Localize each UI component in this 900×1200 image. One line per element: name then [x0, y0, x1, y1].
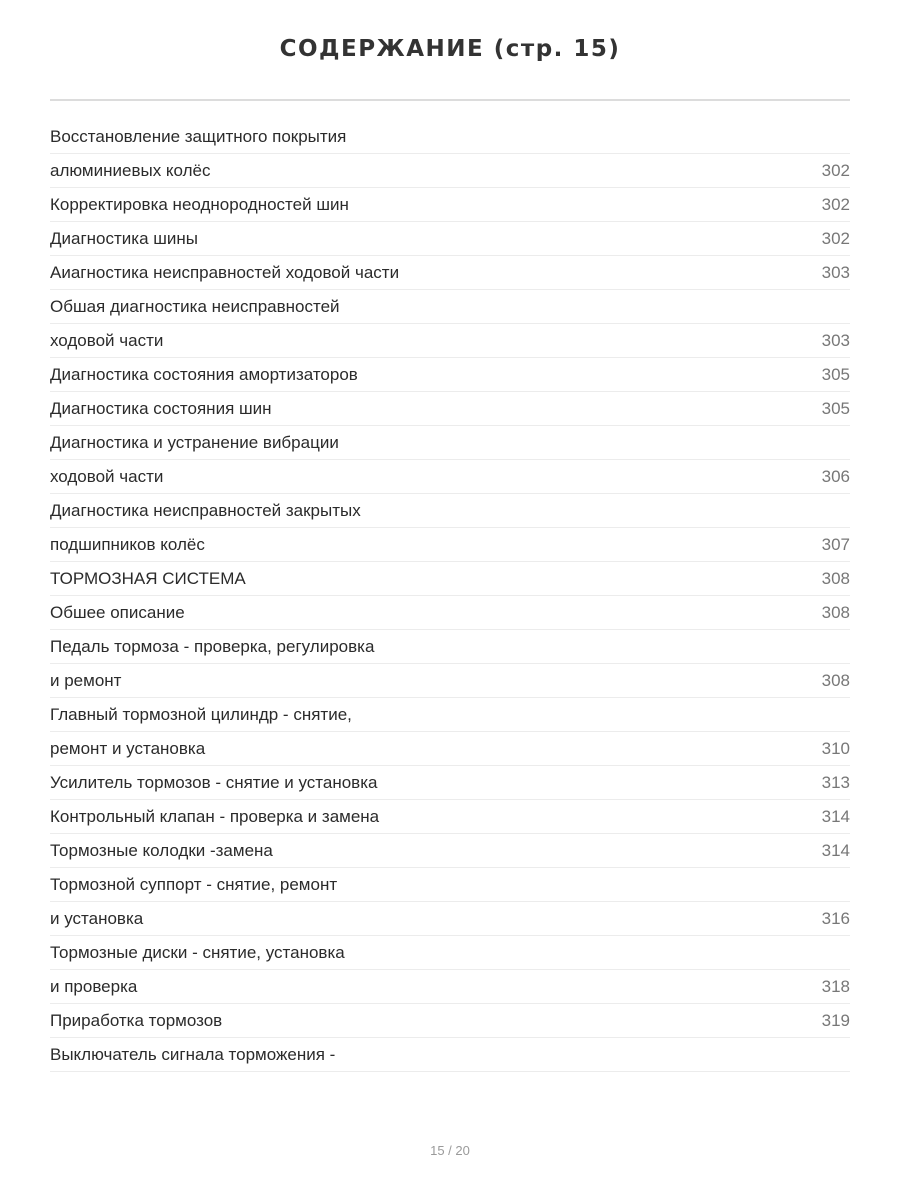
- toc-entry: [50, 1004, 850, 1038]
- toc-entry: [50, 358, 850, 392]
- toc-entry: [50, 392, 850, 426]
- toc-entry: [50, 460, 850, 494]
- toc-entry: [50, 766, 850, 800]
- toc-entry-title: ремонт и установка: [50, 738, 206, 758]
- toc-entry: [50, 494, 850, 528]
- toc-entry-title: Выключатель сигнала торможения -: [50, 1044, 336, 1064]
- toc-entry: [50, 290, 850, 324]
- toc-entry-title: Диагностика состояния шин: [50, 398, 272, 418]
- toc-entry-title: Обшая диагностика неисправностей: [50, 296, 340, 316]
- toc-entry-title: и проверка: [50, 976, 138, 996]
- toc-entry-page: 318: [821, 976, 850, 996]
- toc-entry-page: 302: [821, 194, 850, 214]
- toc-entry-page: 319: [821, 1010, 850, 1030]
- toc-entry: [50, 528, 850, 562]
- page-number: 15 / 20: [430, 1143, 470, 1158]
- toc-entry: [50, 664, 850, 698]
- toc-entry: [50, 902, 850, 936]
- toc-entry: [50, 868, 850, 902]
- toc-entry-title: алюминиевых колёс: [50, 160, 211, 180]
- toc-entry: [50, 630, 850, 664]
- toc-entry-page: 302: [821, 160, 850, 180]
- toc-entry: [50, 562, 850, 596]
- toc-entry: [50, 1038, 850, 1072]
- toc-entry-page: 305: [821, 364, 850, 384]
- toc-entry-title: Восстановление защитного покрытия: [50, 126, 347, 146]
- toc-entry: [50, 936, 850, 970]
- toc-entry-title: Тормозной суппорт - снятие, ремонт: [50, 874, 338, 894]
- toc-entry: [50, 426, 850, 460]
- title-divider: [50, 99, 850, 101]
- toc-entry-title: Приработка тормозов: [50, 1010, 223, 1030]
- toc-entry: [50, 834, 850, 868]
- toc-entry-page: 316: [821, 908, 850, 928]
- toc-entry-title: Педаль тормоза - проверка, регулировка: [50, 636, 375, 656]
- toc-entry-title: Усилитель тормозов - снятие и установка: [50, 772, 378, 792]
- toc-entry-title: и ремонт: [50, 670, 122, 690]
- toc-entry: [50, 188, 850, 222]
- toc-entry-title: и установка: [50, 908, 144, 928]
- toc-entry-page: 308: [821, 602, 850, 622]
- toc-entry-page: 308: [821, 568, 850, 588]
- toc-entry-title: Корректировка неоднородностей шин: [50, 194, 349, 214]
- toc-entry-title: Тормозные колодки -замена: [50, 840, 273, 860]
- toc-entry-title: Аиагностика неисправностей ходовой части: [50, 262, 400, 282]
- toc-entry-page: 302: [821, 228, 850, 248]
- toc-entry: [50, 120, 850, 154]
- toc-entry: [50, 970, 850, 1004]
- toc-entry: [50, 732, 850, 766]
- toc-entry-title: Тормозные диски - снятие, установка: [50, 942, 345, 962]
- toc-entry-page: 314: [821, 840, 850, 860]
- toc-entry: [50, 800, 850, 834]
- toc-entry-page: 303: [821, 330, 850, 350]
- toc-entry-title: Обшее описание: [50, 602, 185, 622]
- toc-entry: [50, 222, 850, 256]
- toc-entry: [50, 154, 850, 188]
- toc-entry-title: ходовой части: [50, 330, 164, 350]
- toc-entry-page: 313: [821, 772, 850, 792]
- toc-entry-title: Диагностика шины: [50, 228, 199, 248]
- toc-entry-page: 305: [821, 398, 850, 418]
- toc-entry-title: Главный тормозной цилиндр - снятие,: [50, 704, 352, 724]
- toc-entry-page: 310: [821, 738, 850, 758]
- page-title: СОДЕРЖАНИЕ (стр. 15): [279, 36, 621, 62]
- toc-entry-title: Диагностика неисправностей закрытых: [50, 500, 361, 520]
- toc-entry-title: ходовой части: [50, 466, 164, 486]
- toc-entry-page: 308: [821, 670, 850, 690]
- toc-entry-page: 306: [821, 466, 850, 486]
- toc-entry: [50, 256, 850, 290]
- toc-entry: [50, 698, 850, 732]
- toc-entry-page: 314: [821, 806, 850, 826]
- toc-entry-title: Диагностика состояния амортизаторов: [50, 364, 358, 384]
- toc-entry-title: подшипников колёс: [50, 534, 205, 554]
- toc-entry-title: ТОРМОЗНАЯ СИСТЕМА: [50, 568, 246, 588]
- toc-entry-page: 303: [821, 262, 850, 282]
- toc-entry: [50, 324, 850, 358]
- toc-entry-page: 307: [821, 534, 850, 554]
- toc-list: [50, 120, 850, 1072]
- toc-entry-title: Диагностика и устранение вибрации: [50, 432, 339, 452]
- toc-entry-title: Контрольный клапан - проверка и замена: [50, 806, 380, 826]
- toc-entry: [50, 596, 850, 630]
